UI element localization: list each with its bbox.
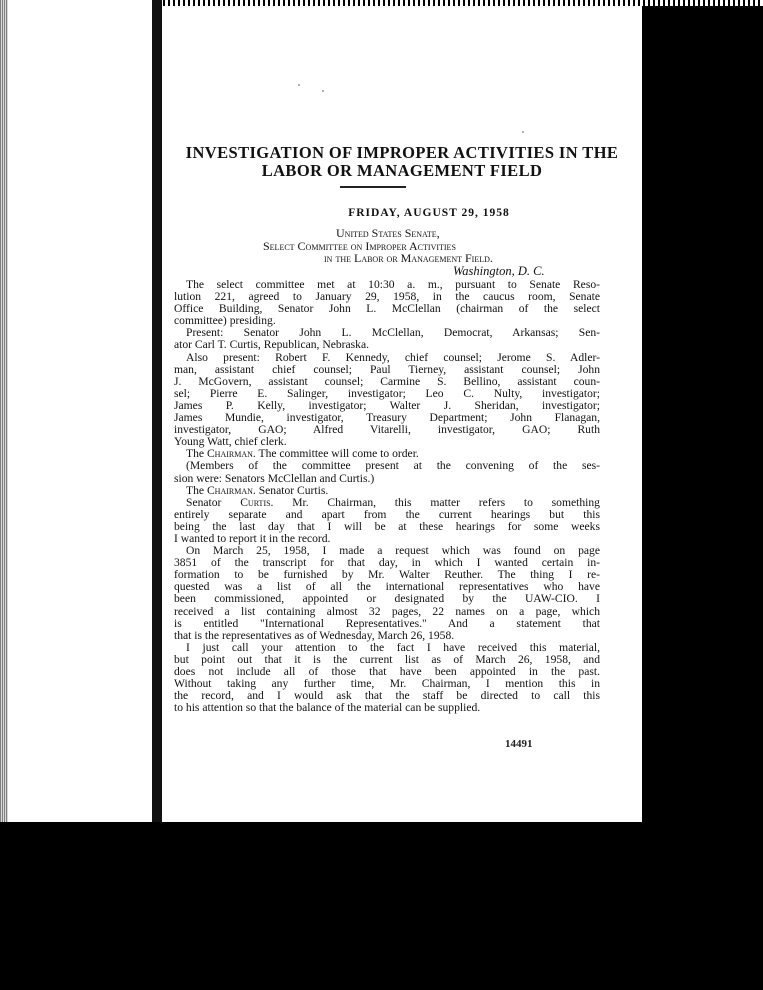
heading-field: in the Labor or Management Field. — [324, 251, 493, 265]
text-line: Senator Curtis. Mr. Chairman, this matter refers to something — [186, 495, 600, 509]
scan-speck — [522, 131, 524, 133]
text-line: Office Building, Senator John L. McClellan (chairman of the select — [174, 302, 600, 316]
speaker-name: Curtis. — [240, 495, 274, 509]
text-line: investigator, GAO; Alfred Vitarelli, investigator, GAO; Ruth — [174, 423, 600, 437]
document-page — [162, 6, 642, 822]
text-line: been commissioned, appointed or designated by the UAW-CIO. I — [174, 592, 600, 606]
page-edge — [0, 0, 8, 822]
facing-page — [0, 0, 153, 822]
title-rule — [340, 186, 406, 188]
heading-place: Washington, D. C. — [453, 264, 545, 278]
text-line: The select committee met at 10:30 a. m., pursuant to Senate Reso- — [186, 278, 600, 291]
text-line: to his attention so that the balance of the material can be supplied. — [174, 701, 481, 715]
text-line: On March 25, 1958, I made a request which was found on page — [186, 544, 600, 558]
speaker-name: Chairman. — [206, 483, 256, 497]
text-line: I wanted to report it in the record. — [174, 531, 331, 545]
text-line: that is the representatives as of Wednesday, March 26, 1958. — [174, 628, 455, 642]
body-text — [174, 279, 600, 714]
text-line: formation to be furnished by Mr. Walter Reuther. The thing I re- — [174, 568, 600, 582]
text-line: The Chairman. The committee will come to order. — [186, 447, 419, 461]
text-line: entirely separate and apart from the current hearings but this — [174, 507, 600, 521]
text-line: received a list containing almost 32 pages, 22 names on a page, which — [174, 604, 600, 618]
text-line: being the last day that I will be at these hearings for some weeks — [174, 519, 600, 533]
binding-gutter — [152, 0, 162, 822]
hearing-date: FRIDAY, AUGUST 29, 1958 — [348, 207, 510, 219]
text-line: ator Carl T. Curtis, Republican, Nebraska. — [174, 338, 370, 352]
speaker-name: Chairman. — [206, 447, 256, 461]
title-line-1: INVESTIGATION OF IMPROPER ACTIVITIES IN THE — [185, 143, 619, 162]
text-line: The Chairman. Senator Curtis. — [186, 483, 329, 497]
text-line: lution 221, agreed to January 29, 1958, in the caucus room, Senate — [174, 290, 600, 304]
text-line: the record, and I would ask that the staff be directed to call this — [174, 689, 600, 703]
heading-committee: Select Committee on Improper Activities — [263, 239, 456, 253]
text-line: Young Watt, chief clerk. — [174, 435, 287, 449]
text-line: is entitled "International Representatives." And a statement that — [174, 616, 600, 630]
text-line: J. McGovern, assistant counsel; Carmine S. Bellino, assistant coun- — [174, 374, 600, 388]
text-line: man, assistant chief counsel; Paul Tierney, assistant counsel; John — [174, 362, 600, 376]
scan-speck — [298, 84, 300, 86]
text-line: sel; Pierre E. Salinger, investigator; Leo C. Nulty, investigator; — [174, 386, 600, 400]
heading-senate: United States Senate, — [336, 226, 440, 240]
text-line: 3851 of the transcript for that day, in which I wanted certain in- — [174, 556, 600, 570]
scan-speck — [322, 90, 324, 92]
page-number: 14491 — [505, 738, 533, 750]
title-line-2: LABOR OR MANAGEMENT FIELD — [261, 161, 543, 180]
text-line: I just call your attention to the fact I have received this material, — [186, 640, 600, 654]
text-line: Without taking any further time, Mr. Chairman, I mention this in — [174, 677, 600, 691]
text-line: but point out that it is the current list as of March 26, 1958, and — [174, 652, 600, 666]
text-line: James P. Kelly, investigator; Walter J. Sheridan, investigator; — [174, 398, 600, 412]
text-line: Present: Senator John L. McClellan, Democrat, Arkansas; Sen- — [186, 326, 600, 340]
text-line: sion were: Senators McClellan and Curtis.) — [174, 471, 375, 485]
text-line: Also present: Robert F. Kennedy, chief counsel; Jerome S. Adler- — [186, 350, 600, 364]
text-line: committee) presiding. — [174, 314, 276, 328]
text-line: quested was a list of all the international representatives who have — [174, 580, 600, 594]
text-line: James Mundie, investigator, Treasury Department; John Flanagan, — [174, 411, 600, 425]
text-line: (Members of the committee present at the convening of the ses- — [186, 459, 600, 473]
text-line: does not include all of those that have been appointed in the past. — [174, 665, 600, 678]
